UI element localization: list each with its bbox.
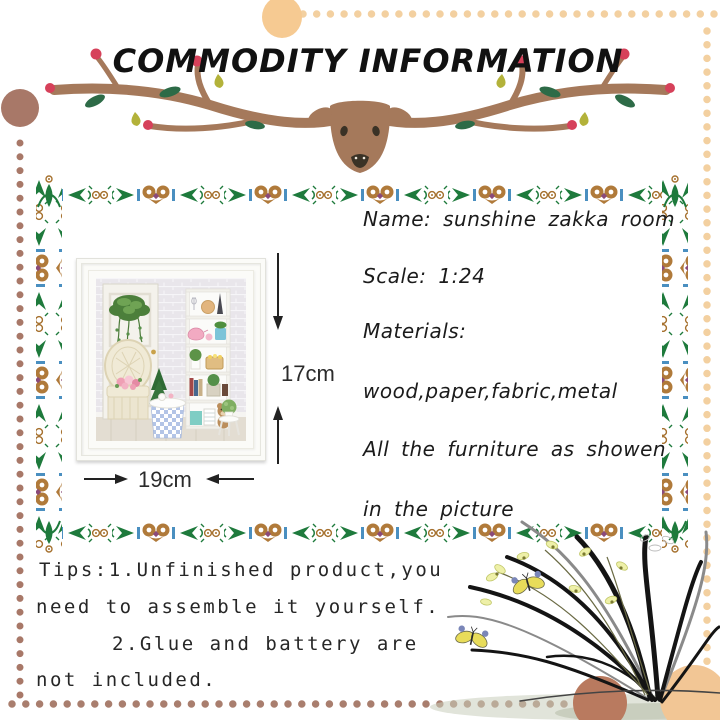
- peach-circle: [262, 0, 302, 38]
- height-dimension-arrows: [273, 253, 283, 464]
- brown-half-circle: [573, 676, 627, 720]
- tips-line-1: Tips:1.Unfinished product,you: [39, 559, 444, 581]
- info-line-materials: Materials:: [363, 319, 467, 343]
- butterfly-icon: [452, 623, 492, 651]
- tips-line-4: not included.: [36, 669, 218, 691]
- brown-circle: [1, 89, 39, 127]
- info-line-materials-detail: wood,paper,fabric,metal: [363, 379, 618, 403]
- width-dimension-label: 19cm: [138, 467, 192, 492]
- info-line-scale: Scale: 1:24: [363, 264, 486, 288]
- miniature-room-illustration: [96, 278, 246, 441]
- info-line-furniture-1: All the furniture as showen: [363, 437, 667, 461]
- product-photo: [96, 278, 246, 441]
- gingham-table: [150, 394, 186, 439]
- tips-line-3: 2.Glue and battery are: [112, 633, 419, 655]
- page-title: COMMODITY INFORMATION: [112, 42, 624, 80]
- height-dimension-label: 17cm: [281, 361, 335, 386]
- info-line-name: Name: sunshine zakka room: [363, 207, 676, 231]
- info-line-furniture-2: in the picture: [363, 497, 515, 521]
- product-photo-frame: [76, 258, 266, 461]
- tips-line-2: need to assemble it yourself.: [36, 596, 441, 618]
- wicker-chair: [105, 340, 151, 419]
